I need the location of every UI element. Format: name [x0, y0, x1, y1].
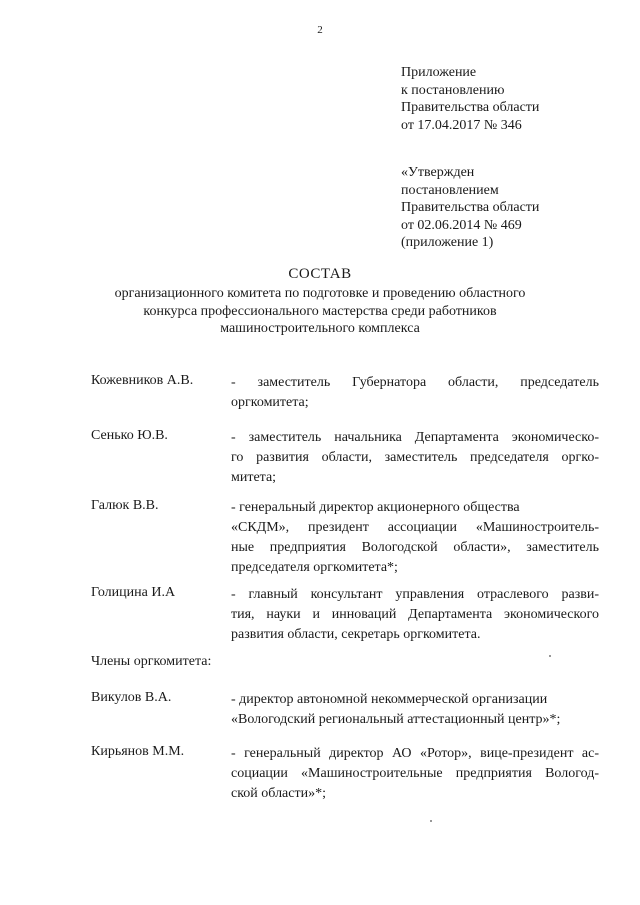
role-line: - директор автономной некоммерческой организации	[231, 692, 548, 707]
member-name: Голицина И.А	[91, 585, 176, 600]
appendix-line: Правительства области	[401, 100, 540, 115]
role-line: социации «Машиностроительные предприятия Вологод-	[231, 766, 599, 781]
members-heading: Члены оргкомитета:	[91, 654, 212, 669]
role-line: го развития области, заместитель председателя оргко-	[231, 450, 599, 465]
approved-line: Правительства области	[401, 200, 540, 215]
appendix-line: от 17.04.2017 № 346	[401, 117, 522, 133]
member-role	[231, 744, 599, 804]
scan-speck	[549, 655, 551, 657]
role-line: «Вологодский региональный аттестационный центр»*;	[231, 712, 561, 727]
role-line: оргкомитета;	[231, 395, 309, 410]
member-role	[231, 690, 599, 730]
member-role	[231, 373, 599, 413]
approved-line: «Утвержден	[401, 165, 475, 180]
subtitle-line: организационного комитета по подготовке и проведению областного	[114, 286, 526, 301]
subtitle-line: машиностроительного комплекса	[220, 321, 420, 336]
role-line: развития области, секретарь оргкомитета.	[231, 627, 481, 642]
approved-block	[401, 164, 539, 252]
role-line: - генеральный директор АО «Ротор», вице-президент ас-	[231, 746, 599, 761]
appendix-line: Приложение	[401, 65, 477, 80]
member-name: Викулов В.А.	[91, 690, 172, 705]
member-name: Кожевников А.В.	[91, 373, 194, 388]
member-name: Галюк В.В.	[91, 498, 159, 513]
document-title: СОСТАВ	[288, 266, 352, 282]
scan-speck	[430, 820, 432, 822]
member-name: Кирьянов М.М.	[91, 744, 185, 759]
document-subtitle	[0, 285, 640, 338]
role-line: - заместитель начальника Департамента экономическо-	[231, 430, 599, 445]
member-name: Сенько Ю.В.	[91, 428, 168, 443]
approved-line: постановлением	[401, 182, 499, 198]
page-number: 2	[317, 24, 323, 36]
role-line: - заместитель Губернатора области, председатель	[231, 375, 599, 390]
member-role	[231, 498, 599, 578]
role-line: ные предприятия Вологодской области», заместитель	[231, 540, 599, 555]
appendix-block	[401, 64, 539, 134]
role-line: - главный консультант управления отраслевого разви-	[231, 587, 599, 602]
role-line: ской области»*;	[231, 786, 326, 801]
subtitle-line: конкурса профессионального мастерства среди работников	[143, 303, 497, 319]
appendix-line: к постановлению	[401, 82, 505, 98]
role-line: тия, науки и инноваций Департамента экономического	[231, 607, 599, 622]
role-line: митета;	[231, 470, 277, 485]
role-line: «СКДМ», президент ассоциации «Машиностроитель-	[231, 520, 599, 535]
approved-line: (приложение 1)	[401, 235, 494, 250]
member-role	[231, 585, 599, 645]
role-line: председателя оргкомитета*;	[231, 560, 398, 575]
approved-line: от 02.06.2014 № 469	[401, 217, 522, 233]
role-line: - генеральный директор акционерного общества	[231, 500, 520, 515]
member-role	[231, 428, 599, 488]
